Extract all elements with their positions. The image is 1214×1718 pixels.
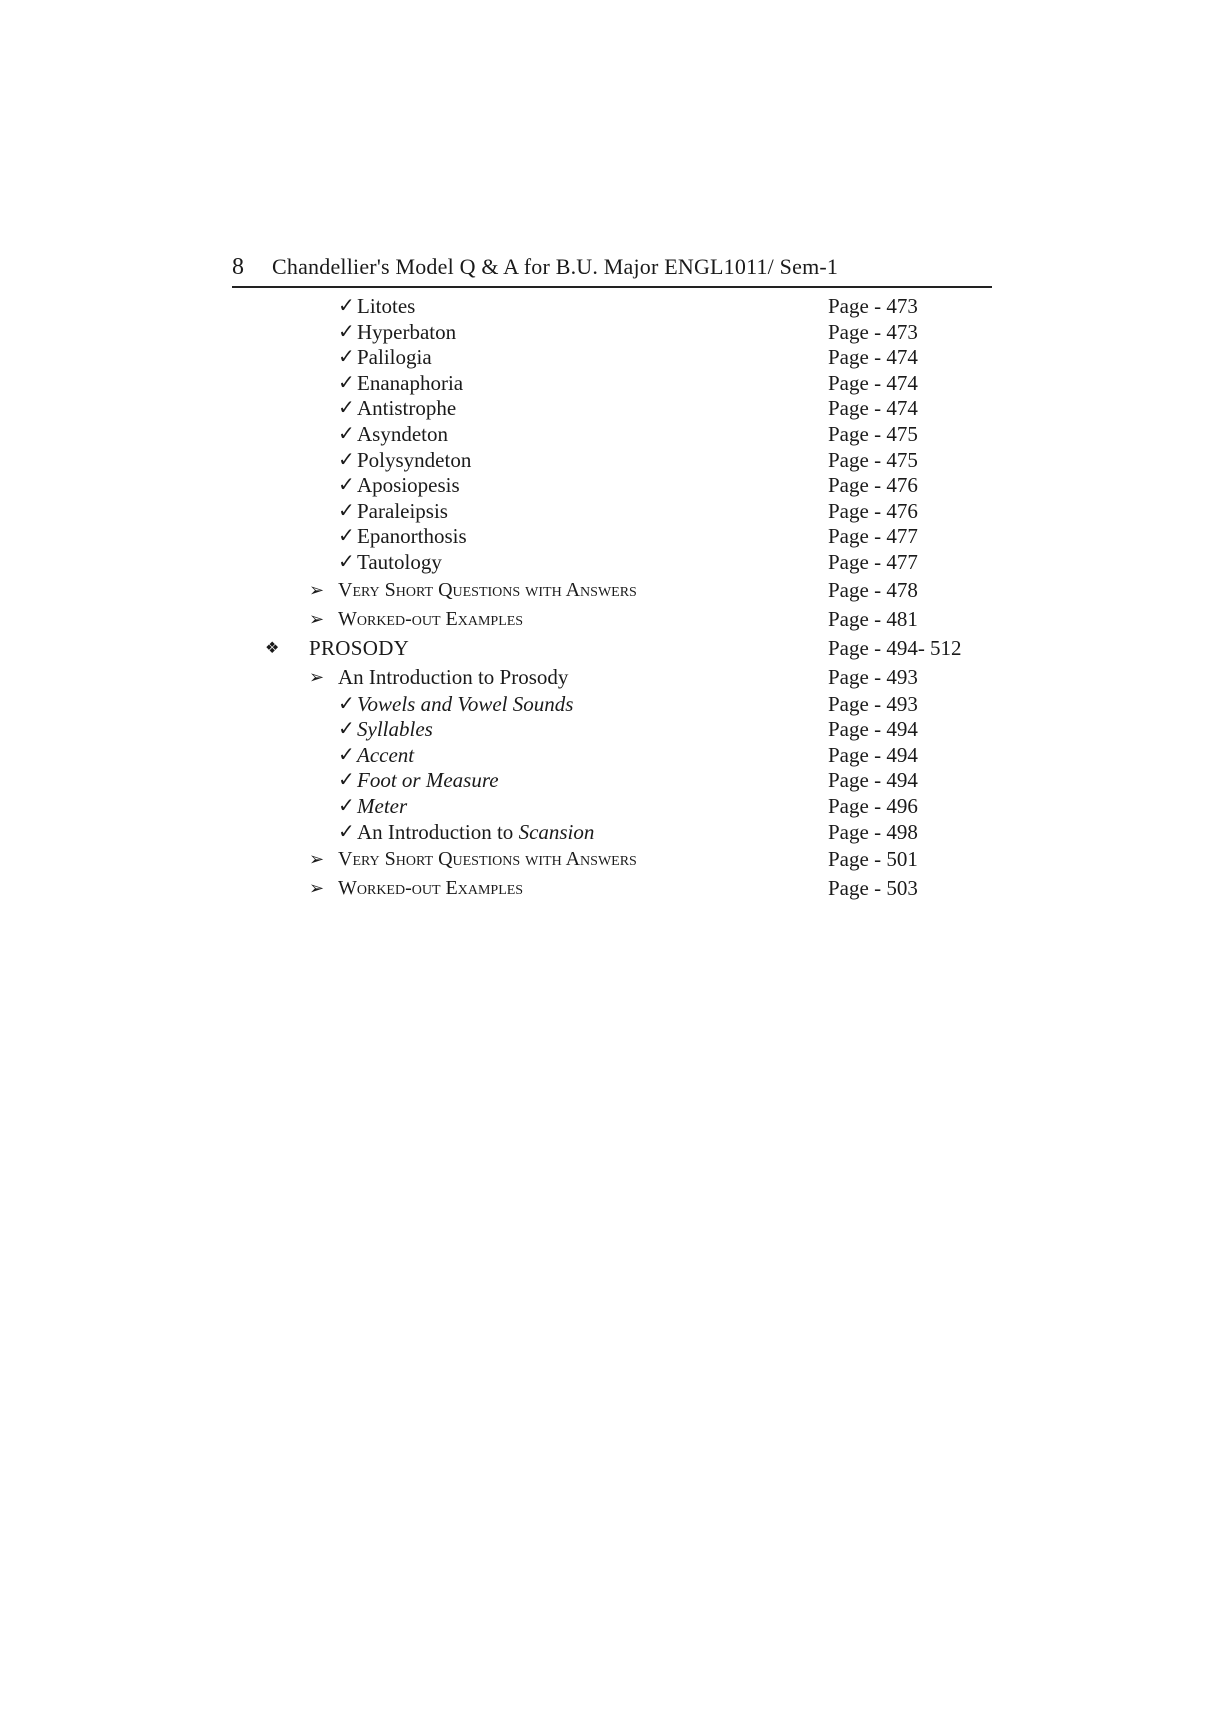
- diamond-bullet-icon: ❖: [265, 639, 280, 657]
- toc-entry-label: Accent: [357, 742, 415, 767]
- checkmark-icon: ✓: [338, 397, 355, 420]
- toc-entry-label: Very Short Questions with Answers: [338, 578, 637, 601]
- toc-entry: [232, 320, 992, 346]
- running-header: [232, 248, 992, 288]
- toc-entry-label: Hyperbaton: [357, 319, 457, 344]
- toc-entry: [232, 345, 992, 371]
- toc-entry-page: Page - 503: [828, 876, 918, 901]
- toc-entry: [232, 524, 992, 550]
- toc-entry-page: Page - 478: [828, 577, 918, 602]
- toc-entry-page: Page - 496: [828, 793, 918, 818]
- toc-entry-label: Worked-out Examples: [338, 607, 524, 630]
- checkmark-icon: ✓: [338, 550, 355, 573]
- toc-entry-label: Palilogia: [357, 345, 432, 370]
- checkmark-icon: ✓: [338, 499, 355, 522]
- toc-entry: [232, 845, 992, 874]
- checkmark-icon: ✓: [338, 295, 355, 317]
- checkmark-icon: ✓: [338, 692, 355, 715]
- toc-entry-page: Page - 473: [828, 294, 918, 318]
- toc-section-label: PROSODY: [309, 635, 410, 660]
- toc-entry-page: Page - 473: [828, 319, 918, 344]
- toc-entry-page: Page - 477: [828, 524, 918, 549]
- checkmark-icon: ✓: [338, 743, 355, 766]
- toc-entry-label: Tautology: [357, 549, 442, 574]
- toc-entry-page: Page - 493: [828, 691, 918, 716]
- toc-entry-page: Page - 493: [828, 664, 918, 689]
- arrowhead-icon: ➢: [309, 849, 325, 870]
- toc-entry-label: Paraleipsis: [357, 498, 448, 523]
- toc-entry: [232, 605, 992, 634]
- table-of-contents: [232, 294, 992, 903]
- toc-entry-page: Page - 474: [828, 396, 918, 421]
- toc-entry: [232, 294, 992, 320]
- toc-entry-page: Page - 476: [828, 498, 918, 523]
- checkmark-icon: ✓: [338, 448, 355, 471]
- toc-entry-page: Page - 481: [828, 606, 918, 631]
- checkmark-icon: ✓: [338, 474, 355, 497]
- toc-entry-page: Page - 475: [828, 447, 918, 472]
- checkmark-icon: ✓: [338, 820, 355, 843]
- toc-entry: [232, 820, 992, 846]
- toc-entry-page: Page - 476: [828, 473, 918, 498]
- toc-entry-label: Meter: [357, 793, 408, 818]
- toc-entry-label: Aposiopesis: [357, 473, 460, 498]
- toc-entry-label: Enanaphoria: [357, 370, 464, 395]
- checkmark-icon: ✓: [338, 769, 355, 792]
- toc-entry: [232, 743, 992, 769]
- toc-entry-label: Worked-out Examples: [338, 877, 524, 900]
- toc-entry-label: An Introduction to Prosody: [338, 664, 569, 689]
- toc-entry-page: Page - 475: [828, 421, 918, 446]
- toc-entry-page: Page - 501: [828, 847, 918, 872]
- toc-entry-page: Page - 494: [828, 717, 918, 742]
- toc-entry-page: Page - 498: [828, 819, 918, 844]
- toc-entry-page: Page - 474: [828, 370, 918, 395]
- checkmark-icon: ✓: [338, 794, 355, 817]
- toc-entry: [232, 576, 992, 605]
- toc-entry-label: Antistrophe: [357, 396, 457, 421]
- toc-entry: [232, 499, 992, 525]
- toc-entry: [232, 473, 992, 499]
- toc-entry: [232, 874, 992, 903]
- toc-entry-label: Very Short Questions with Answers: [338, 848, 637, 871]
- toc-entry-label: Litotes: [357, 294, 416, 318]
- toc-entry-label: Epanorthosis: [357, 524, 467, 549]
- toc-entry-page: Page - 494: [828, 768, 918, 793]
- toc-section: [232, 634, 992, 663]
- page-number: 8: [232, 254, 244, 280]
- toc-entry-label: Polysyndeton: [357, 447, 472, 472]
- toc-entry: [232, 663, 992, 692]
- toc-entry-page: Page - 474: [828, 345, 918, 370]
- toc-entry: [232, 550, 992, 576]
- toc-entry: [232, 794, 992, 820]
- toc-entry: [232, 371, 992, 397]
- arrowhead-icon: ➢: [309, 579, 325, 600]
- toc-entry-label: Vowels and Vowel Sounds: [357, 691, 574, 716]
- checkmark-icon: ✓: [338, 346, 355, 369]
- toc-entry-page: Page - 494- 512: [828, 635, 962, 660]
- arrowhead-icon: ➢: [309, 666, 325, 687]
- checkmark-icon: ✓: [338, 525, 355, 548]
- toc-entry-page: Page - 477: [828, 549, 918, 574]
- toc-entry-label: [357, 820, 594, 846]
- toc-entry-label-italic: Scansion: [518, 819, 595, 844]
- toc-entry-label-prefix: An Introduction to: [357, 819, 519, 844]
- toc-entry: [232, 448, 992, 474]
- toc-entry: [232, 692, 992, 718]
- arrowhead-icon: ➢: [309, 608, 325, 629]
- toc-entry-label: Foot or Measure: [357, 768, 499, 793]
- toc-entry-label: Asyndeton: [357, 421, 448, 446]
- toc-entry: [232, 422, 992, 448]
- toc-entry: [232, 396, 992, 422]
- toc-entry: [232, 717, 992, 743]
- toc-entry: [232, 768, 992, 794]
- toc-entry-page: Page - 494: [828, 742, 918, 767]
- checkmark-icon: ✓: [338, 718, 355, 741]
- toc-entry-label: Syllables: [357, 717, 433, 742]
- checkmark-icon: ✓: [338, 422, 355, 445]
- arrowhead-icon: ➢: [309, 878, 325, 899]
- running-title: Chandellier's Model Q & A for B.U. Major ENGL1011/ Sem-1: [272, 254, 839, 279]
- checkmark-icon: ✓: [338, 371, 355, 394]
- checkmark-icon: ✓: [338, 320, 355, 343]
